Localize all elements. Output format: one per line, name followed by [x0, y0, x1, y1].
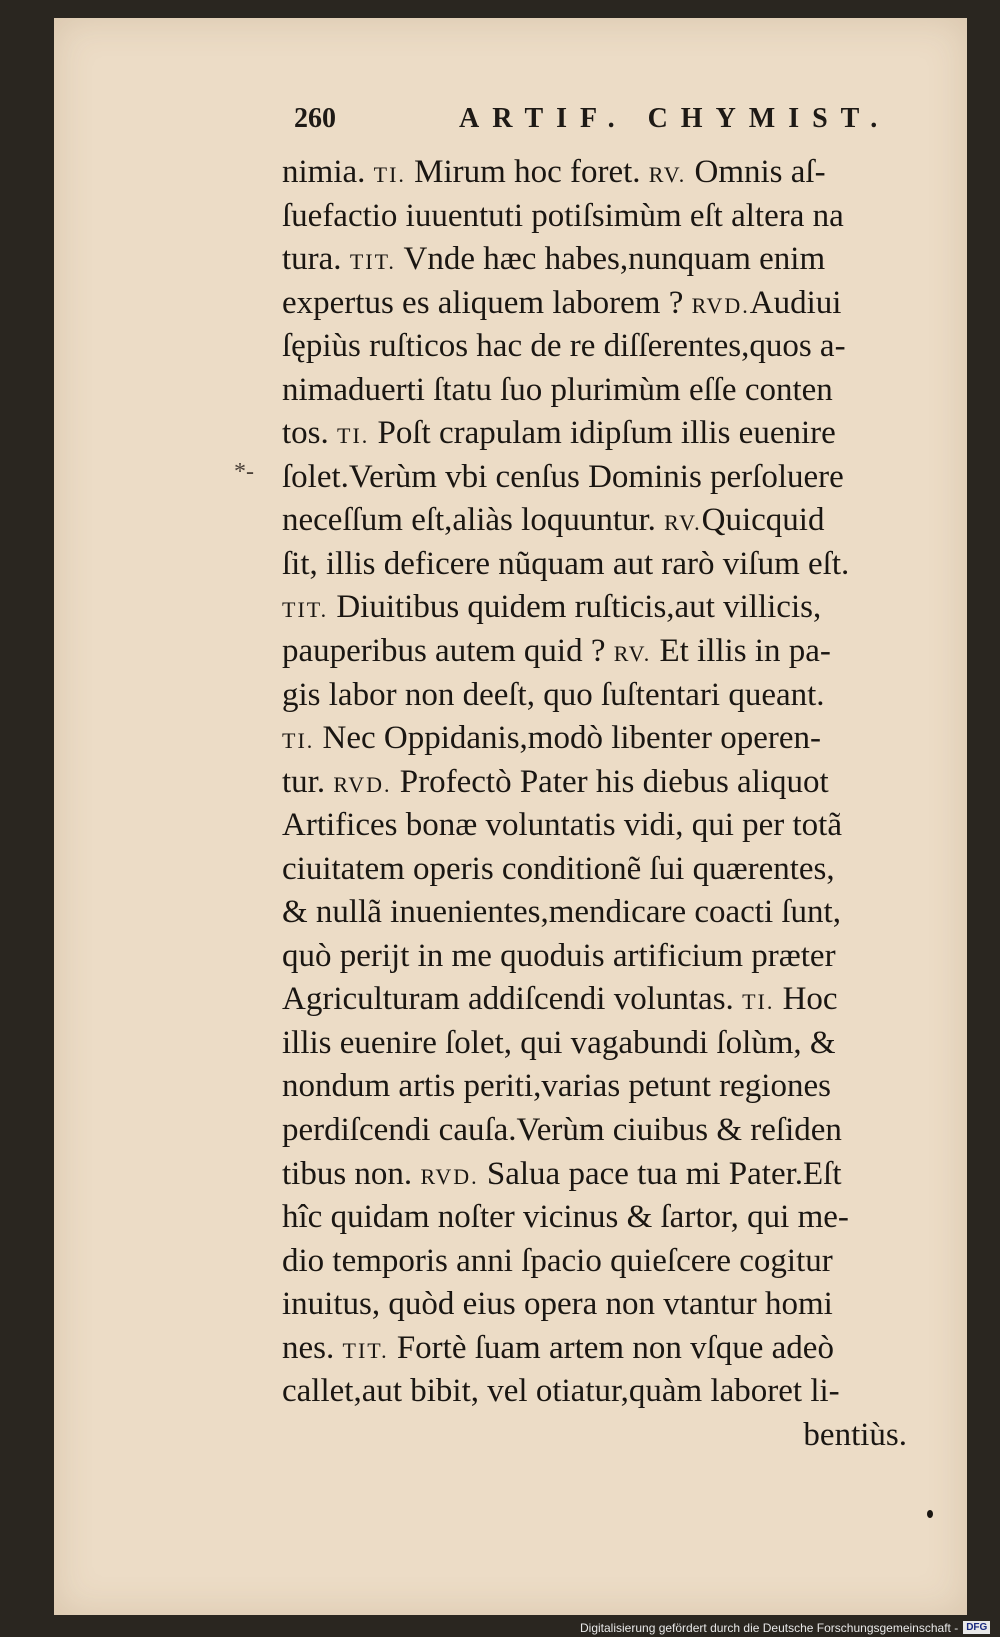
text-segment: Audiui	[749, 284, 842, 321]
text-segment: inuitus, quòd eius opera non vtantur homi	[282, 1286, 833, 1323]
speaker-abbrev: RV.	[664, 510, 702, 536]
text-line	[282, 195, 982, 239]
speaker-abbrev: RVD.	[691, 292, 750, 318]
text-line	[282, 1153, 982, 1197]
page-number: 260	[294, 103, 336, 134]
speaker-abbrev: TI.	[373, 162, 406, 187]
text-line	[282, 1370, 982, 1414]
text-segment: Quicquid	[701, 502, 825, 539]
speaker-abbrev: RVD.	[420, 1163, 479, 1189]
text-line	[282, 674, 982, 718]
speaker-abbrev: TI.	[337, 423, 370, 449]
text-segment: tur.	[282, 763, 334, 800]
text-segment: Poſt crapulam idipſum illis euenire	[369, 415, 836, 452]
text-segment: Mirum hoc foret.	[405, 154, 649, 190]
text-line	[282, 1414, 982, 1458]
text-segment: pauperibus autem quid ?	[282, 633, 614, 670]
speaker-abbrev: TIT.	[282, 597, 329, 623]
text-line	[282, 1065, 982, 1109]
speaker-abbrev: TI.	[742, 989, 775, 1015]
running-head	[294, 103, 907, 143]
text-line	[282, 1022, 982, 1066]
ink-dot	[927, 1510, 933, 1518]
text-segment: callet,aut bibit, vel otiatur,quàm laboret li-	[282, 1373, 840, 1410]
text-segment: ſępiùs ruſticos hac de re diſſerentes,quos a-	[282, 328, 846, 365]
text-segment: gis labor non deeſt, quo ſuſtentari queant.	[282, 676, 825, 713]
text-segment: Artifices bonæ voluntatis vidi, qui per totã	[282, 807, 843, 844]
speaker-abbrev: RV.	[648, 162, 687, 187]
text-line	[282, 151, 982, 195]
text-segment: Diuitibus quidem ruſticis,aut villicis,	[328, 589, 822, 626]
speaker-abbrev: RVD.	[333, 771, 392, 797]
text-line	[282, 978, 982, 1022]
text-segment: tibus non.	[282, 1155, 421, 1192]
speaker-abbrev: RV.	[613, 641, 652, 667]
footer	[580, 1618, 1000, 1637]
text-segment: Salua pace tua mi Pater.Eſt	[478, 1155, 842, 1192]
text-segment: Agriculturam addiſcendi voluntas.	[282, 981, 743, 1018]
text-segment: quò perijt in me quoduis artificium præter	[282, 937, 836, 974]
text-line	[282, 761, 982, 805]
text-line	[282, 282, 982, 326]
text-segment: Et illis in pa-	[651, 633, 831, 670]
text-line	[282, 1240, 982, 1284]
text-segment: Hoc	[774, 981, 838, 1018]
text-line	[282, 1283, 982, 1327]
text-line	[282, 804, 982, 848]
text-segment: nondum artis periti,varias petunt regiones	[282, 1068, 831, 1105]
text-segment: ciuitatem operis conditionẽ ſui quærentes,	[282, 850, 835, 887]
speaker-abbrev: TI.	[282, 728, 315, 754]
text-segment: nimaduerti ſtatu ſuo plurimùm eſſe conten	[282, 371, 833, 408]
text-segment: Nec Oppidanis,modò libenter operen-	[314, 720, 822, 757]
running-title: ARTIF. CHYMIST.	[459, 103, 891, 134]
text-segment: nes.	[282, 1329, 343, 1366]
text-segment: ſuefactio iuuentuti potiſsimùm eſt altera na	[282, 197, 844, 234]
text-segment: Omnis aſ-	[686, 154, 826, 190]
text-segment: ſolet.Verùm vbi cenſus Dominis perſoluere	[282, 458, 844, 495]
text-segment: Vnde hæc habes,nunquam enim	[395, 241, 826, 278]
text-segment: dio temporis anni ſpacio quieſcere cogitur	[282, 1242, 833, 1279]
text-line	[282, 1109, 982, 1153]
body-text	[282, 151, 982, 1457]
speaker-abbrev: TIT.	[349, 249, 396, 275]
text-line	[282, 238, 982, 282]
text-segment: bentiùs.	[803, 1416, 907, 1453]
text-segment: Profectò Pater his diebus aliquot	[391, 763, 829, 800]
text-line	[282, 717, 982, 761]
dfg-logo: DFG	[963, 1621, 990, 1634]
text-line	[282, 369, 982, 413]
text-line	[282, 935, 982, 979]
text-segment: neceſſum eſt,aliàs loquuntur.	[282, 502, 665, 539]
text-line	[282, 891, 982, 935]
text-line	[282, 325, 982, 369]
text-line	[282, 630, 982, 674]
text-segment: tura.	[282, 241, 350, 278]
speaker-abbrev: TIT.	[342, 1337, 389, 1363]
text-segment: perdiſcendi cauſa.Verùm ciuibus & reſiden	[282, 1112, 842, 1149]
text-segment: expertus es aliquem laborem ?	[282, 284, 692, 321]
text-line	[282, 1327, 982, 1371]
margin-mark: *-	[234, 459, 254, 485]
text-segment: hîc quidam noſter vicinus & ſartor, qui me-	[282, 1199, 849, 1236]
text-segment: ſit, illis deficere nũquam aut rarò viſum eſt.	[282, 545, 850, 582]
text-segment: & nullã inuenientes,mendicare coacti ſunt,	[282, 894, 841, 931]
text-line	[282, 412, 982, 456]
text-line	[282, 543, 982, 587]
text-line	[282, 456, 982, 500]
book-page	[54, 18, 967, 1615]
footer-text: Digitalisierung gefördert durch die Deutsche Forschungsgemeinschaft -	[580, 1620, 959, 1635]
text-line	[282, 848, 982, 892]
text-line	[282, 586, 982, 630]
text-segment: nimia.	[282, 154, 374, 190]
text-line	[282, 1196, 982, 1240]
text-segment: tos.	[282, 415, 338, 452]
text-segment: illis euenire ſolet, qui vagabundi ſolùm, &	[282, 1024, 836, 1061]
text-line	[282, 499, 982, 543]
text-segment: Fortè ſuam artem non vſque adeò	[388, 1329, 834, 1366]
